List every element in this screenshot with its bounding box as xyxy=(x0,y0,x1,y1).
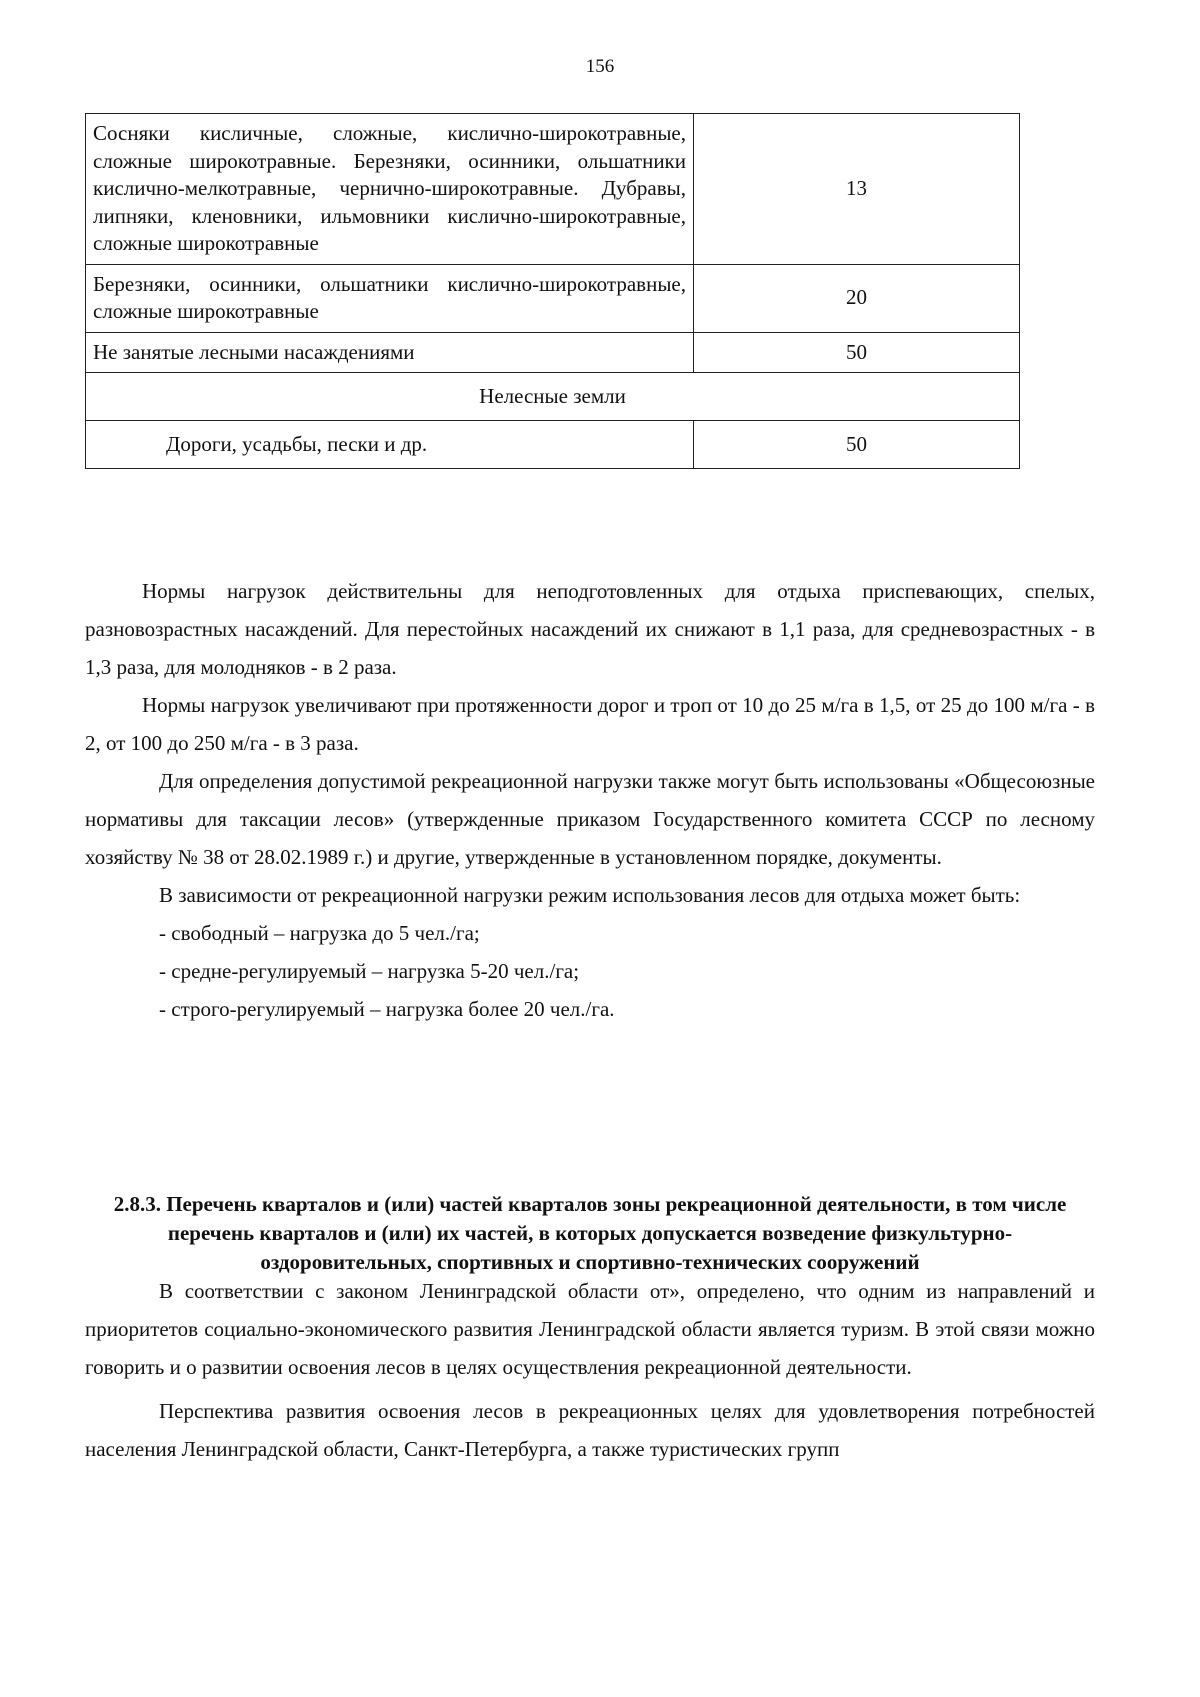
body-text xyxy=(85,572,1095,1028)
table-cell-description: Не занятые лесными насаждениями xyxy=(86,332,694,373)
paragraph: Нормы нагрузок увеличивают при протяженности дорог и троп от 10 до 25 м/га в 1,5, от 25 до 100 м/га - в 2, от 100 до 250 м/га - в 3 раза. xyxy=(85,693,1095,755)
recreation-load-table xyxy=(85,113,1020,469)
table-row xyxy=(86,421,1020,469)
paragraph: Перспектива развития освоения лесов в рекреационных целях для удовлетворения потребностей населения Ленинградской области, Санкт-Петербурга, а также туристических групп xyxy=(85,1399,1095,1461)
table-cell-description: Березняки, осинники, ольшатники кислично-широкотравные, сложные широкотравные xyxy=(86,264,694,332)
table-row xyxy=(86,114,1020,265)
table-row xyxy=(86,264,1020,332)
table-section-header: Нелесные земли xyxy=(86,373,1020,421)
table-cell-value: 50 xyxy=(694,332,1020,373)
section-heading: 2.8.3. Перечень кварталов и (или) частей кварталов зоны рекреационной деятельности, в том числе перечень кварталов и (или) их частей, в которых допускается возведение физкультурно-оздоровительных, спортивных и спортивно-технических сооружений xyxy=(113,1192,1067,1274)
table-cell-description: Дороги, усадьбы, пески и др. xyxy=(86,421,694,469)
paragraph: Для определения допустимой рекреационной нагрузки также могут быть использованы «Общесоюзные нормативы для таксации лесов» (утвержденные приказом Государственного комитета СССР по лесному хозяйству № 38 от 28.02.1989 г.) и другие, утвержденные в установленном порядке, документы. xyxy=(85,769,1095,869)
paragraph: В соответствии с законом Ленинградской области от», определено, что одним из направлений и приоритетов социально-экономического развития Ленинградской области является туризм. В этой связи можно говорить и о развитии освоения лесов в целях осуществления рекреационной деятельности. xyxy=(85,1279,1095,1379)
table-cell-description: Сосняки кисличные, сложные, кислично-широкотравные, сложные широкотравные. Березняки, осинники, ольшатники кислично-мелкотравные, чернично-широкотравные. Дубравы, липняки, кленовники, ильмовники кислично-широкотравные, сложные широкотравные xyxy=(86,114,694,265)
page-number: 156 xyxy=(585,56,615,77)
table-row xyxy=(86,373,1020,421)
paragraph: В зависимости от рекреационной нагрузки режим использования лесов для отдыха может быть: xyxy=(159,883,1021,907)
paragraph: Нормы нагрузок действительны для неподготовленных для отдыха приспевающих, спелых, разновозрастных насаждений. Для перестойных насаждений их снижают в 1,1 раза, для средневозрастных - в 1,3 раза, для молодняков - в 2 раза. xyxy=(85,579,1095,679)
table-row xyxy=(86,332,1020,373)
list-item: - свободный – нагрузка до 5 чел./га; xyxy=(159,921,480,945)
list-item: - средне-регулируемый – нагрузка 5-20 чел./га; xyxy=(159,959,580,983)
list-item: - строго-регулируемый – нагрузка более 20 чел./га. xyxy=(159,997,615,1021)
table-cell-value: 50 xyxy=(694,421,1020,469)
table-cell-value: 13 xyxy=(694,114,1020,265)
table-cell-value: 20 xyxy=(694,264,1020,332)
section-body-text xyxy=(85,1272,1095,1468)
